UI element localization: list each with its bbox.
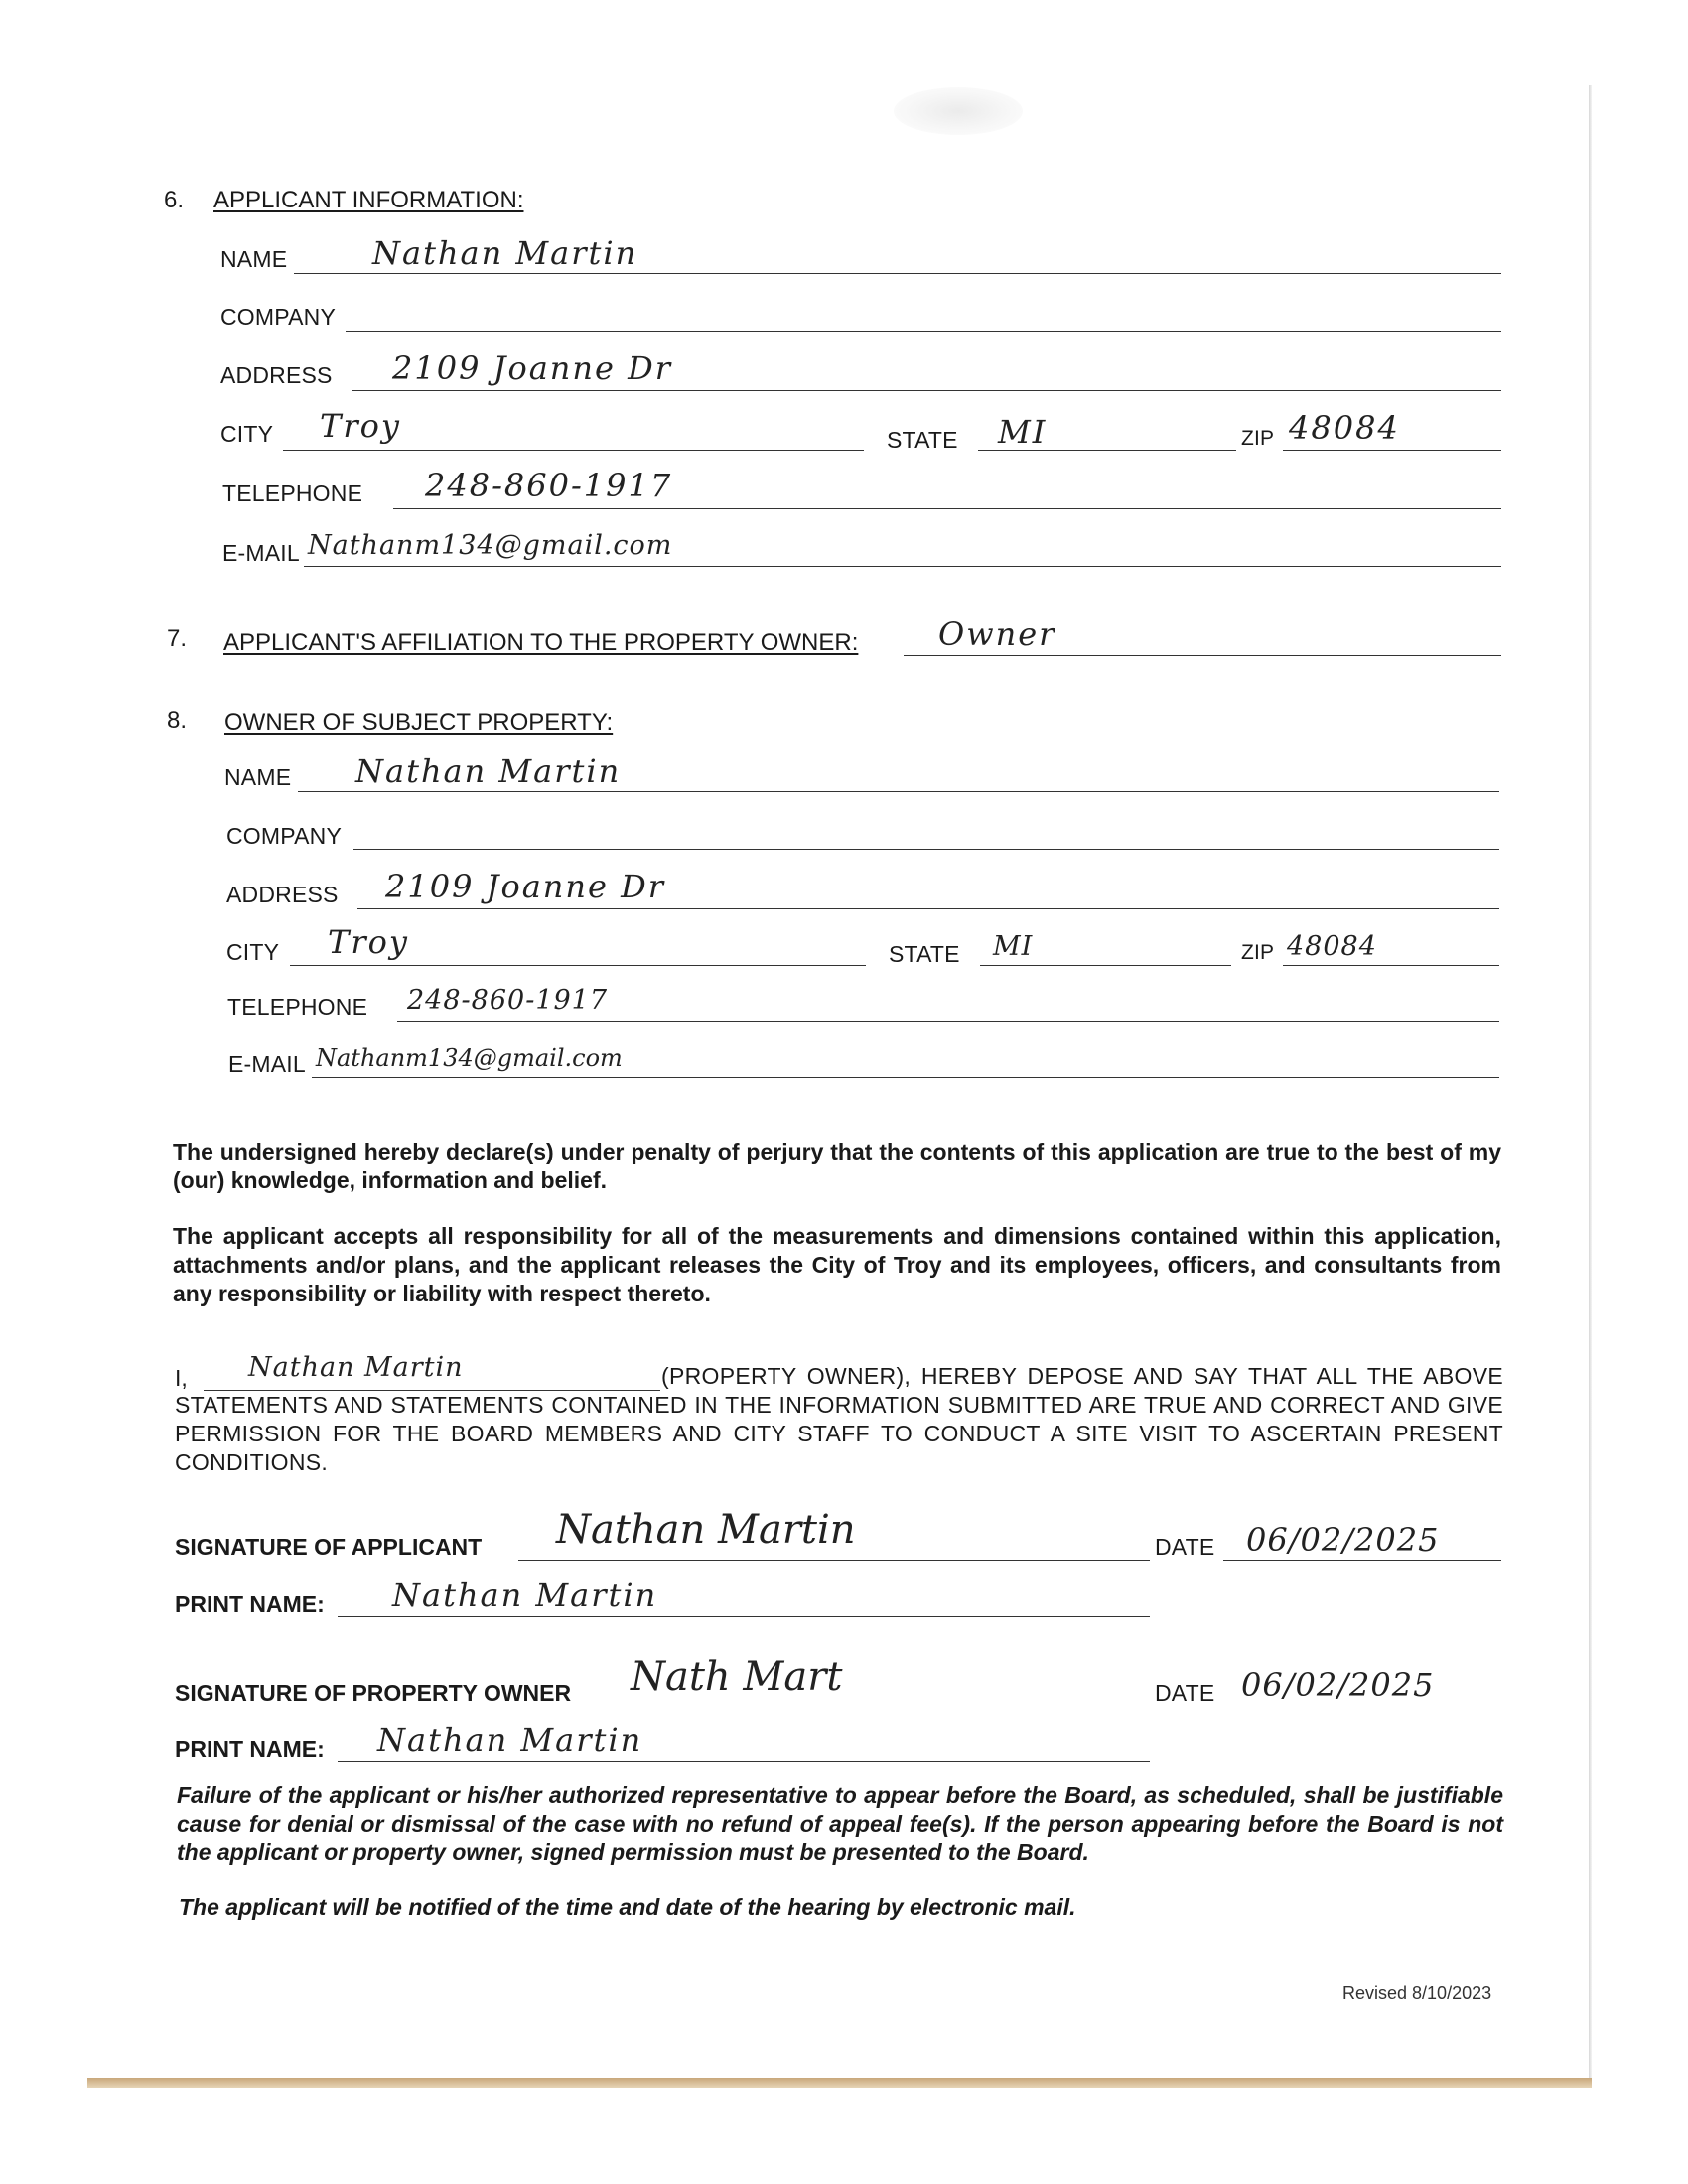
owner-name-label: NAME	[224, 764, 292, 790]
applicant-email-value[interactable]: Nathanm134@gmail.com	[308, 530, 673, 561]
depose-statement: (PROPERTY OWNER), HEREBY DEPOSE AND SAY THAT ALL THE ABOVE STATEMENTS AND STATEMENTS CONTAINED IN THE INFORMATION SUBMITTED ARE TRUE AND CORRECT AND GIVE PERMISSION FOR THE BOARD MEMBERS AND CITY STAFF TO CONDUCT A SITE VISIT TO ASCERTAIN PRESENT CONDITIONS.	[175, 1363, 1503, 1475]
applicant-state-label: STATE	[887, 427, 958, 453]
applicant-address-line	[352, 390, 1501, 391]
responsibility-declaration: The applicant accepts all responsibility for all of the measurements and dimensions contained within this application, attachments and/or plans, and the applicant releases the City of Troy and its employees, officers, and consultants from any responsibility or liability with respect thereto.	[173, 1223, 1501, 1306]
owner-company-line	[353, 849, 1499, 850]
applicant-email-line	[304, 566, 1501, 567]
owner-email-line	[312, 1077, 1499, 1078]
failure-notice: Failure of the applicant or his/her authorized representative to appear before the Board, as scheduled, shall be justifiable cause for denial or dismissal of the case with no refund of appeal fee(s). If the person appearing before the Board is not the applicant or property owner, signed permission must be presented to the Board.	[177, 1782, 1503, 1865]
applicant-zip-line	[1283, 450, 1501, 451]
section6-heading: APPLICANT INFORMATION:	[213, 187, 524, 213]
applicant-state-value[interactable]: MI	[998, 413, 1048, 451]
owner-email-value[interactable]: Nathanm134@gmail.com	[316, 1044, 623, 1072]
owner-signature[interactable]: Nath Mart	[631, 1654, 843, 1700]
section7-heading: APPLICANT'S AFFILIATION TO THE PROPERTY OWNER:	[223, 629, 859, 656]
owner-address-value[interactable]: 2109 Joanne Dr	[385, 868, 666, 905]
applicant-telephone-label: TELEPHONE	[222, 480, 363, 506]
applicant-city-label: CITY	[220, 421, 274, 447]
applicant-company-line	[346, 331, 1501, 332]
applicant-name-label: NAME	[220, 246, 288, 272]
notification-notice: The applicant will be notified of the time and date of the hearing by electronic mail.	[179, 1894, 1076, 1920]
owner-state-line	[980, 965, 1231, 966]
paper-edge-bottom	[87, 2078, 1592, 2088]
owner-city-value[interactable]: Troy	[328, 923, 409, 961]
owner-zip-line	[1283, 965, 1499, 966]
owner-state-value[interactable]: MI	[993, 931, 1034, 962]
owner-telephone-line	[397, 1021, 1499, 1022]
applicant-email-label: E-MAIL	[222, 540, 300, 566]
applicant-print-name-line	[338, 1616, 1150, 1617]
applicant-date-line	[1223, 1560, 1501, 1561]
applicant-telephone-line	[393, 508, 1501, 509]
perjury-declaration: The undersigned hereby declare(s) under penalty of perjury that the contents of this application are true to the best of my (our) knowledge, information and belief.	[173, 1139, 1501, 1193]
applicant-signature[interactable]: Nathan Martin	[556, 1507, 856, 1553]
owner-city-line	[290, 965, 866, 966]
owner-print-name-label: PRINT NAME:	[175, 1736, 325, 1762]
owner-name-line	[298, 791, 1499, 792]
owner-date-label: DATE	[1155, 1680, 1215, 1706]
applicant-name-line	[294, 273, 1501, 274]
owner-print-name-value[interactable]: Nathan Martin	[377, 1721, 643, 1759]
revised-date: Revised 8/10/2023	[1342, 1983, 1492, 2003]
owner-company-label: COMPANY	[226, 823, 342, 849]
section8-heading: OWNER OF SUBJECT PROPERTY:	[224, 709, 614, 736]
applicant-date-label: DATE	[1155, 1534, 1215, 1560]
owner-name-value[interactable]: Nathan Martin	[355, 752, 622, 790]
applicant-zip-label: ZIP	[1241, 427, 1275, 450]
scan-smudge	[894, 87, 1023, 135]
owner-address-line	[357, 908, 1499, 909]
applicant-company-label: COMPANY	[220, 304, 336, 330]
applicant-city-value[interactable]: Troy	[320, 407, 401, 445]
section7-number: 7.	[167, 625, 188, 652]
owner-date-value[interactable]: 06/02/2025	[1241, 1666, 1435, 1704]
owner-print-name-line	[338, 1761, 1150, 1762]
affiliation-value[interactable]: Owner	[938, 615, 1056, 653]
affiliation-line	[904, 655, 1501, 656]
applicant-print-name-value[interactable]: Nathan Martin	[392, 1576, 658, 1614]
applicant-address-value[interactable]: 2109 Joanne Dr	[392, 349, 673, 387]
owner-zip-value[interactable]: 48084	[1287, 931, 1377, 962]
section6-number: 6.	[164, 187, 185, 213]
owner-telephone-label: TELEPHONE	[227, 994, 368, 1020]
applicant-city-line	[283, 450, 864, 451]
applicant-name-value[interactable]: Nathan Martin	[372, 234, 638, 272]
owner-zip-label: ZIP	[1241, 941, 1275, 964]
section8-number: 8.	[167, 707, 188, 734]
applicant-address-label: ADDRESS	[220, 362, 333, 388]
owner-address-label: ADDRESS	[226, 882, 339, 907]
owner-city-label: CITY	[226, 939, 280, 965]
applicant-telephone-value[interactable]: 248-860-1917	[425, 467, 673, 504]
applicant-signature-line	[518, 1560, 1150, 1561]
depose-prefix: I,	[175, 1365, 188, 1391]
paper-edge	[1589, 85, 1592, 2081]
applicant-zip-value[interactable]: 48084	[1289, 409, 1400, 447]
applicant-print-name-label: PRINT NAME:	[175, 1591, 325, 1617]
owner-state-label: STATE	[889, 941, 960, 967]
owner-telephone-value[interactable]: 248-860-1917	[407, 985, 609, 1016]
applicant-date-value[interactable]: 06/02/2025	[1246, 1521, 1440, 1559]
depose-name-value[interactable]: Nathan Martin	[248, 1352, 464, 1383]
owner-email-label: E-MAIL	[228, 1051, 306, 1077]
applicant-signature-label: SIGNATURE OF APPLICANT	[175, 1534, 483, 1560]
owner-signature-label: SIGNATURE OF PROPERTY OWNER	[175, 1680, 572, 1706]
